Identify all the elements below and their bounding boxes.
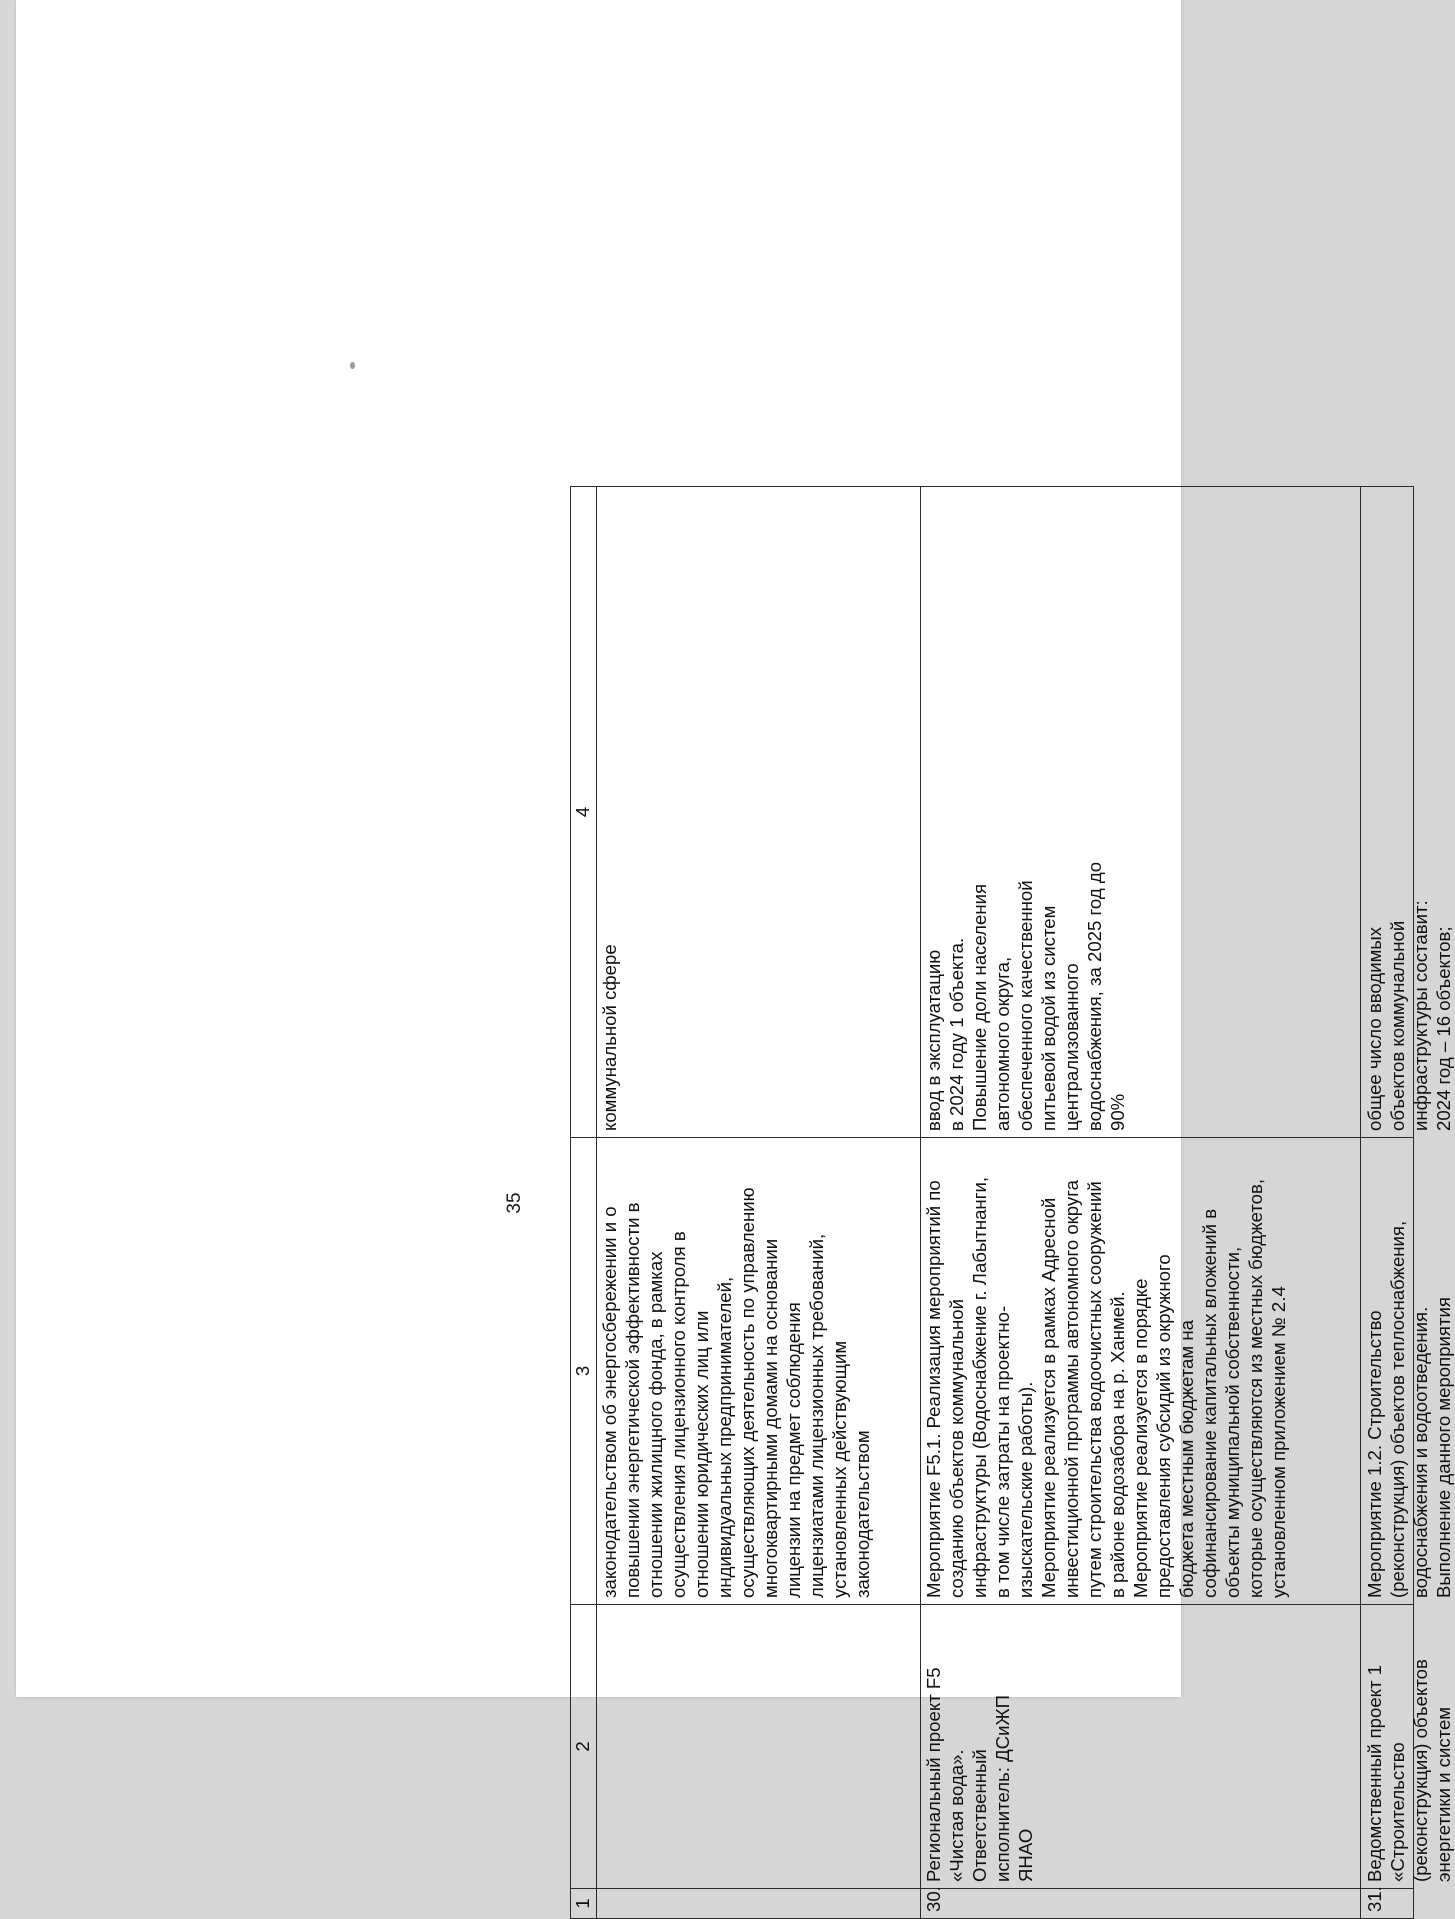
column-number-3: 3 — [571, 1138, 597, 1605]
table-header-row — [571, 487, 597, 1919]
row-number: 30. — [923, 1886, 944, 1912]
result-cell — [597, 487, 921, 1138]
project-cell — [597, 1605, 921, 1889]
scan-speck — [350, 362, 355, 369]
table-row — [1361, 487, 1414, 1919]
rotated-page-content — [504, 487, 1454, 1919]
measure-description: Мероприятие 1.2. Строительство (реконструкция) объектов теплоснабжения, водоснабжения и водоотведения. Выполнение данного мероприятия — [1364, 1220, 1454, 1598]
row-number-cell — [597, 1889, 921, 1919]
project-cell — [1361, 1605, 1454, 1889]
expected-result: общее число вводимых объектов коммунальной инфраструктуры составит: 2024 год – 16 объектов; — [1364, 900, 1454, 1131]
table-row — [921, 487, 1361, 1919]
column-number-1: 1 — [571, 1889, 597, 1919]
project-cell — [921, 1605, 1361, 1889]
document-page — [16, 0, 1454, 1912]
result-cell — [921, 487, 1361, 1138]
column-number-4: 4 — [571, 487, 597, 1138]
project-name: Ведомственный проект 1 «Строительство (реконструкция) объектов энергетики и систем — [1364, 1659, 1454, 1882]
measure-description: законодательством об энергосбережении и о повышении энергетической эффективности в отношении жилищного фонда, в рамках осуществления лицензионного контроля в отношении юридических лиц или индивидуальных предпринимателей, осуществляющих деятельность по управлению многоквартирными домами на основании лицензии на предмет соблюдения лицензиатами лицензионных требований, установленных действующим законодательством — [599, 1187, 873, 1598]
expected-result: коммунальной сфере — [599, 944, 620, 1131]
row-number: 31. — [1364, 1886, 1385, 1912]
project-name: Региональный проект F5 «Чистая вода». Ответственный исполнитель: ДСиЖП ЯНАО — [923, 1667, 1036, 1882]
description-cell — [921, 1138, 1361, 1605]
description-cell — [597, 1138, 921, 1605]
measures-table — [570, 486, 1454, 1919]
row-number-cell — [1361, 1886, 1414, 1919]
result-cell — [1361, 487, 1454, 1138]
measure-description: Мероприятие F5.1. Реализация мероприятий по созданию объектов коммунальной инфраструктуры (Водоснабжение г. Лабытнанги, в том числе затраты на проектно- изыскательские работы). Мероприятие реализуется в рамках Адресной инвестиционной программы автономного округа путем строительства водоочистных сооружений в районе водозабора на р. Ханмей. Мероприятие реализуется в порядке предоставления субсидий из окружного бюджета местным бюджетам на софинансирование капитальных вложений в объекты муниципальной собственности, которые осуществляются из местных бюджетов, установленном приложением № 2.4 — [923, 1176, 1289, 1598]
page-number: 35 — [504, 1192, 525, 1214]
expected-result: ввод в эксплуатацию в 2024 году 1 объекта. Повышение доли населения автономного округа, обеспеченного качественной питьевой водой из систем централизованного водоснабжения, за 2025 год до 90% — [923, 861, 1128, 1131]
description-cell — [1361, 1138, 1454, 1605]
column-number-2: 2 — [571, 1605, 597, 1889]
row-number-cell — [921, 1886, 1361, 1919]
table-row — [597, 487, 921, 1919]
